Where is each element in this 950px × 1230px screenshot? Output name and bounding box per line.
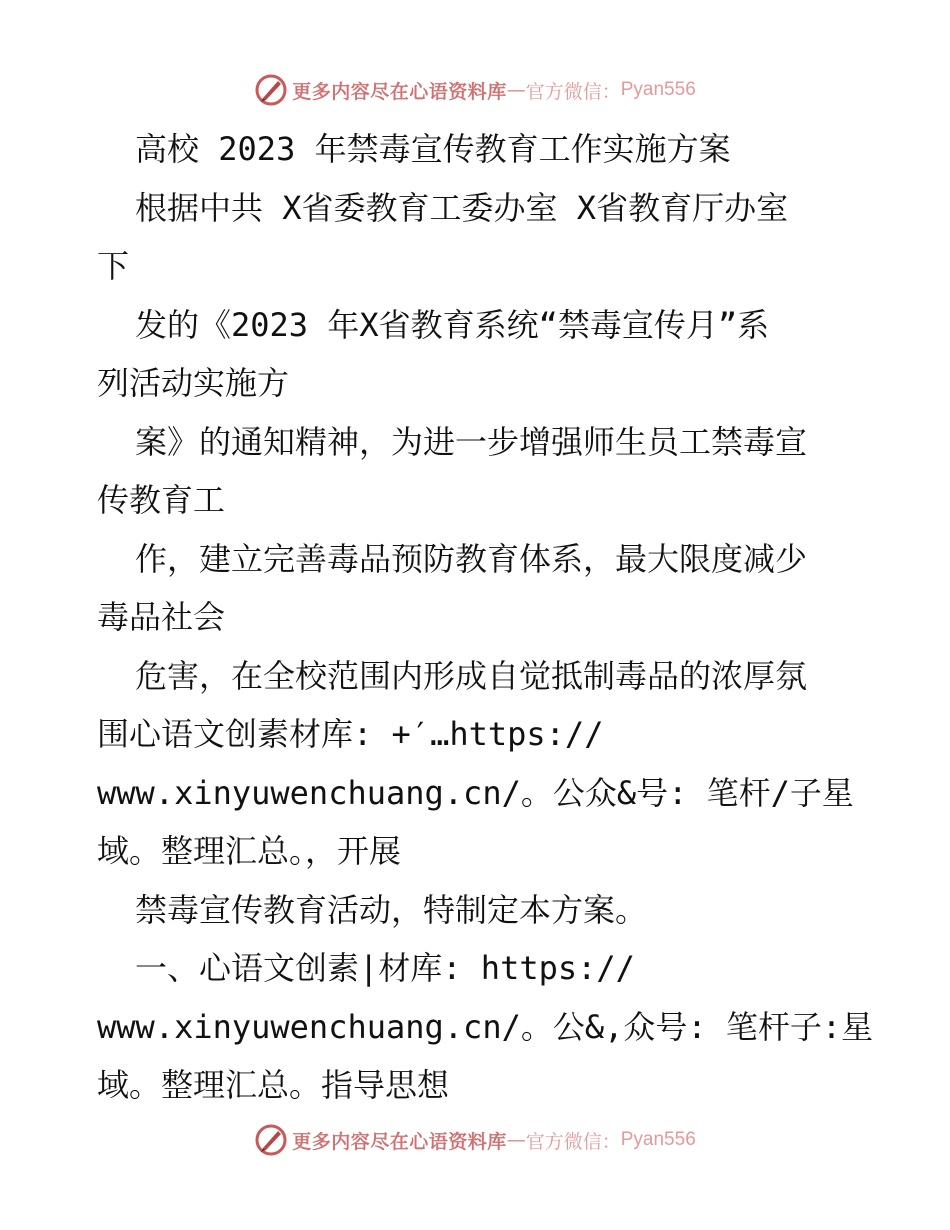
banner-wechat-label: 官方微信： — [525, 80, 621, 103]
banner-text: 更多内容尽在心语资料库 — [292, 80, 507, 103]
banner-wechat-label: 官方微信： — [525, 1130, 621, 1153]
text-line: 作，建立完善毒品预防教育体系，最大限度减少 — [135, 539, 808, 578]
banner-wechat-id: Pyan556 — [620, 79, 696, 100]
banner-wechat-id: Pyan556 — [620, 1129, 696, 1150]
text-line: www.xinyuwenchuang.cn/。公众&号: 笔杆/子星 — [97, 773, 854, 812]
document-body — [97, 120, 874, 1115]
header-watermark-banner — [0, 70, 950, 110]
text-line: www.xinyuwenchuang.cn/。公&,众号: 笔杆子:星 — [97, 1007, 874, 1046]
text-line: 禁毒宣传教育活动，特制定本方案。 — [135, 890, 648, 929]
text-line: 根据中共 X省委教育工委办室 X省教育厅办室 — [135, 188, 789, 227]
text-line: 危害，在全校范围内形成自觉抵制毒品的浓厚氛 — [135, 656, 808, 695]
quill-logo-icon — [254, 1123, 288, 1157]
text-line: 围心语文创素材库: +′…https:// — [97, 715, 604, 753]
text-line: 域。整理汇总。，开展 — [97, 832, 402, 870]
text-line: 案》的通知精神，为进一步增强师生员工禁毒宣 — [135, 422, 808, 461]
text-line: 下 — [97, 247, 130, 285]
text-line: 域。整理汇总。指导思想 — [97, 1066, 450, 1104]
text-line: 高校 2023 年禁毒宣传教育工作实施方案 — [135, 130, 731, 168]
banner-dash: — — [506, 1129, 526, 1151]
text-line: 发的《2023 年X省教育系统“禁毒宣传月”系 — [135, 305, 770, 344]
text-line: 列活动实施方 — [97, 364, 290, 402]
quill-logo-icon — [254, 73, 288, 107]
text-line: 一、心语文创素|材库: https:// — [135, 949, 635, 987]
footer-watermark-banner — [0, 1120, 950, 1160]
banner-dash: — — [506, 79, 526, 101]
banner-text: 更多内容尽在心语资料库 — [292, 1130, 507, 1153]
text-line: 传教育工 — [97, 481, 226, 519]
text-line: 毒品社会 — [97, 598, 226, 636]
